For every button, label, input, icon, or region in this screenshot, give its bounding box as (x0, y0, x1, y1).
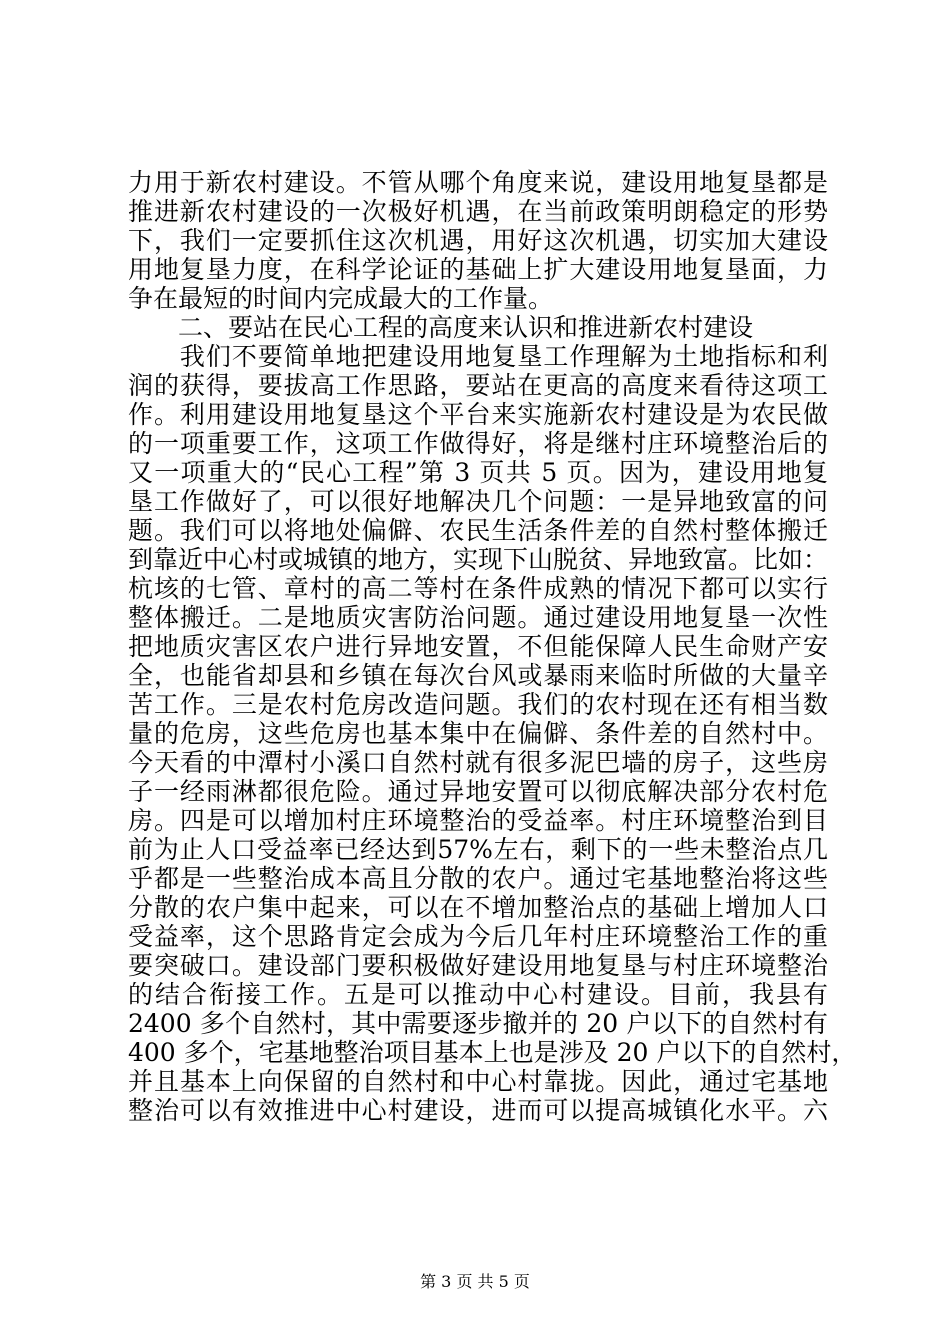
text-line: 量的危房，这些危房也基本集中在偏僻、条件差的自然村中。 (128, 719, 828, 748)
text-line: 争在最短的时间内完成最大的工作量。 (128, 284, 554, 313)
text-line: 到靠近中心村或城镇的地方，实现下山脱贫、异地致富。比如： (128, 545, 829, 574)
page-footer: 第 3 页 共 5 页 (420, 1272, 530, 1291)
text-line: 受益率，这个思路肯定会成为今后几年村庄环境整治工作的重 (128, 922, 828, 951)
text-line: 题。我们可以将地处偏僻、农民生活条件差的自然村整体搬迁 (128, 516, 828, 545)
text-line: 又一项重大的“民心工程”第 3 页共 5 页。因为，建设用地复 (128, 458, 828, 487)
text-line: 整体搬迁。二是地质灾害防治问题。通过建设用地复垦一次性 (128, 603, 828, 632)
text-line: 作。利用建设用地复垦这个平台来实施新农村建设是为农民做 (128, 400, 828, 429)
text-line: 房。四是可以增加村庄环境整治的受益率。村庄环境整治到目 (128, 806, 828, 835)
text-line: 并且基本上向保留的自然村和中心村靠拢。因此，通过宅基地 (128, 1067, 828, 1096)
text-line: 我们不要简单地把建设用地复垦工作理解为土地指标和利 (128, 342, 828, 371)
text-line: 整治可以有效推进中心村建设，进而可以提高城镇化水平。六 (128, 1096, 828, 1125)
text-line: 垦工作做好了，可以很好地解决几个问题：一是异地致富的问 (128, 487, 828, 516)
text-line: 的结合衔接工作。五是可以推动中心村建设。目前，我县有 (128, 980, 828, 1009)
text-line: 分散的农户集中起来，可以在不增加整治点的基础上增加人口 (128, 893, 828, 922)
text-line: 用地复垦力度，在科学论证的基础上扩大建设用地复垦面，力 (128, 255, 828, 284)
text-line: 把地质灾害区农户进行异地安置，不但能保障人民生命财产安 (128, 632, 828, 661)
text-line: 推进新农村建设的一次极好机遇，在当前政策明朗稳定的形势 (128, 197, 828, 226)
text-line: 今天看的中潭村小溪口自然村就有很多泥巴墙的房子，这些房 (128, 748, 828, 777)
text-line: 乎都是一些整治成本高且分散的农户。通过宅基地整治将这些 (128, 864, 828, 893)
text-line: 2400 多个自然村，其中需要逐步撤并的 20 户以下的自然村有 (128, 1009, 828, 1038)
text-line: 杭垓的七管、章村的高二等村在条件成熟的情况下都可以实行 (128, 574, 828, 603)
text-line: 的一项重要工作，这项工作做得好，将是继村庄环境整治后的 (128, 429, 828, 458)
section-heading: 二、要站在民心工程的高度来认识和推进新农村建设 (128, 313, 754, 342)
text-line: 前为止人口受益率已经达到57%左右，剩下的一些未整治点几 (128, 835, 828, 864)
text-line: 全，也能省却县和乡镇在每次台风或暴雨来临时所做的大量辛 (128, 661, 828, 690)
body-text (128, 168, 857, 1125)
text-line: 下，我们一定要抓住这次机遇，用好这次机遇，切实加大建设 (128, 226, 828, 255)
text-line: 力用于新农村建设。不管从哪个角度来说，建设用地复垦都是 (128, 168, 828, 197)
text-line: 400 多个，宅基地整治项目基本上也是涉及 20 户以下的自然村， (128, 1038, 857, 1067)
text-line: 润的获得，要拔高工作思路，要站在更高的高度来看待这项工 (128, 371, 828, 400)
text-line: 苦工作。三是农村危房改造问题。我们的农村现在还有相当数 (128, 690, 828, 719)
text-line: 要突破口。建设部门要积极做好建设用地复垦与村庄环境整治 (128, 951, 828, 980)
text-line: 子一经雨淋都很危险。通过异地安置可以彻底解决部分农村危 (128, 777, 828, 806)
